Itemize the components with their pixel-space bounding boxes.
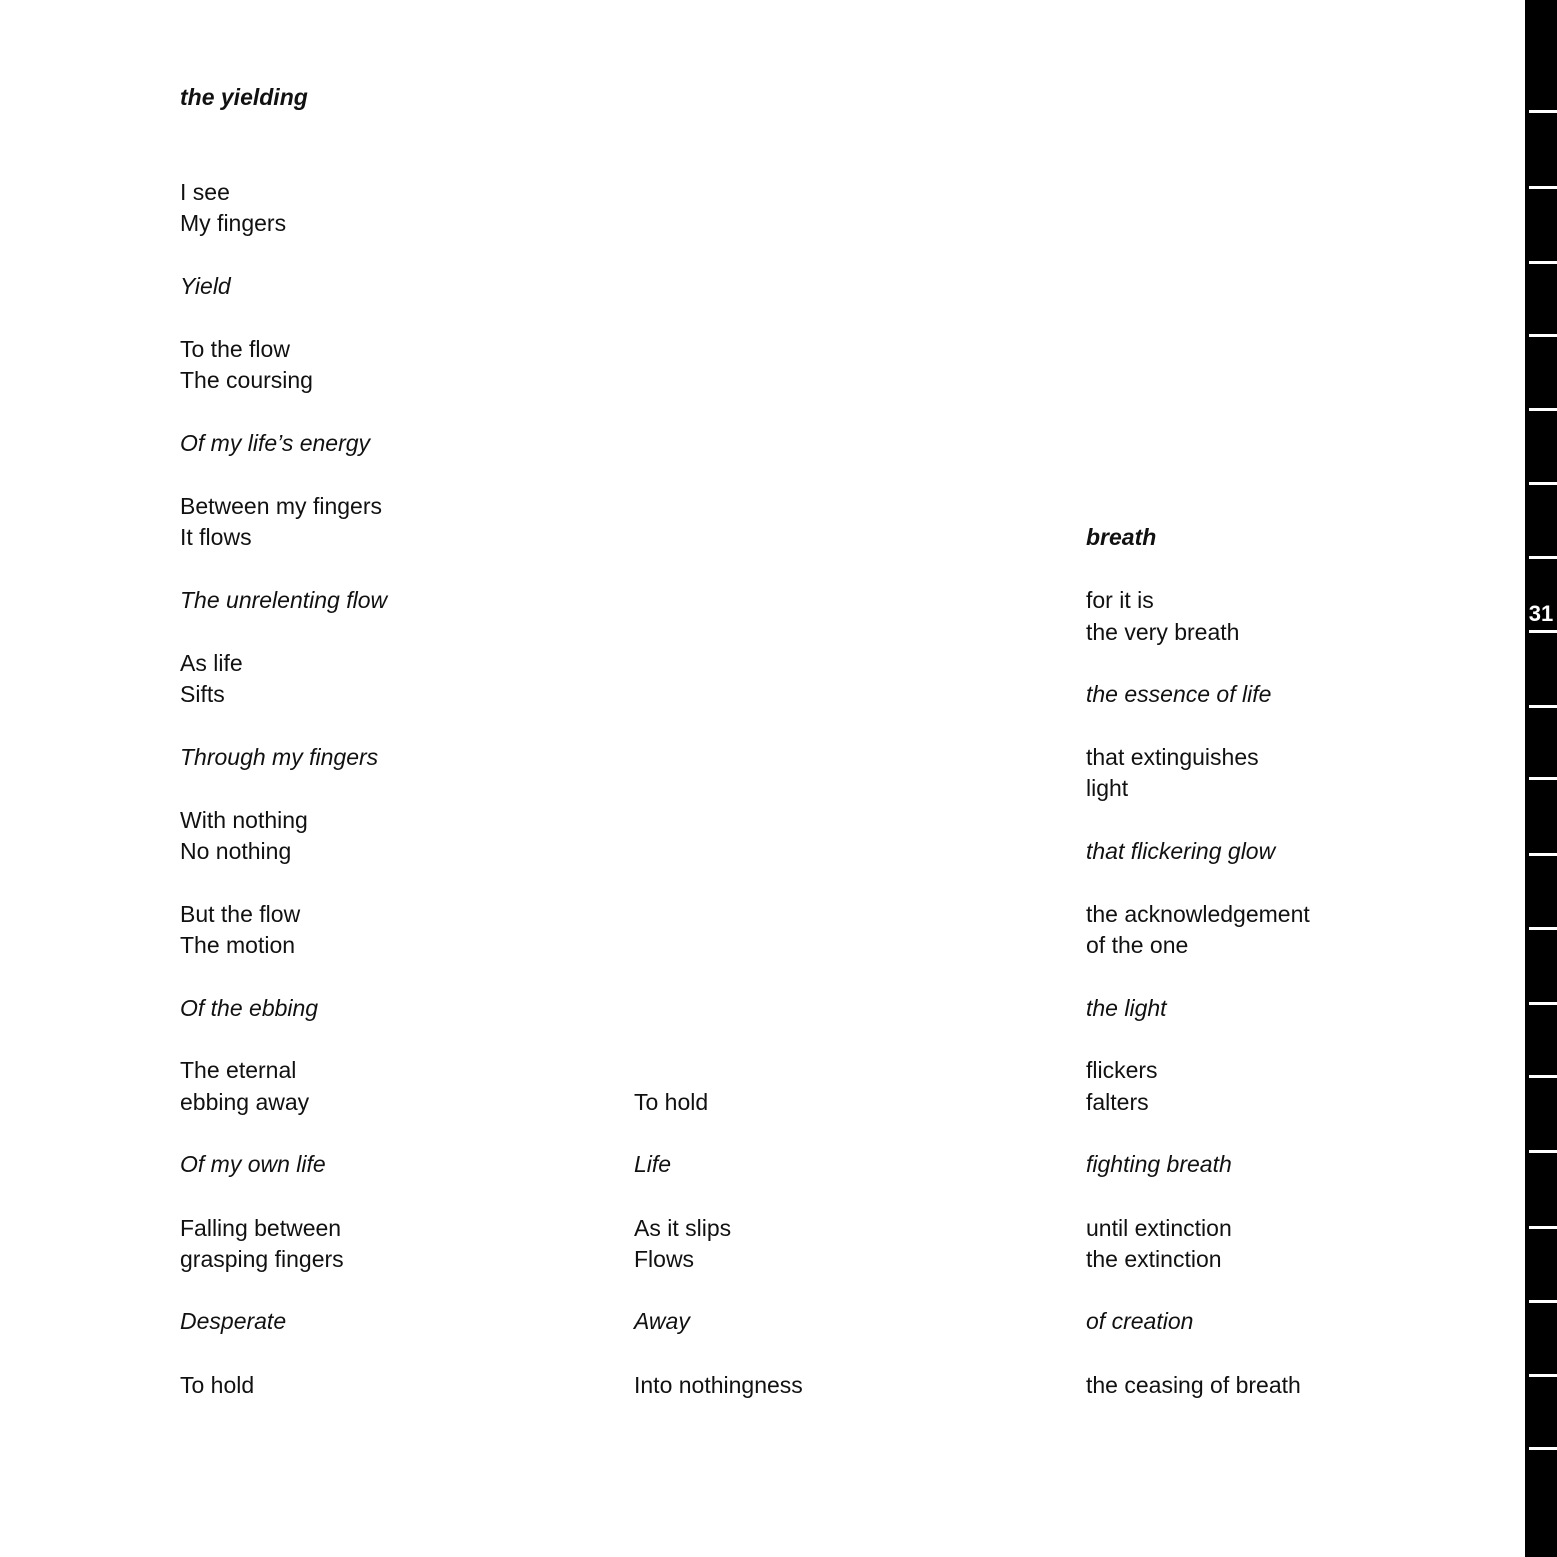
edge-tick: [1529, 186, 1557, 189]
edge-tick: [1529, 261, 1557, 264]
edge-tick: [1529, 408, 1557, 411]
poem-line: I see: [180, 179, 230, 205]
poem-line: To the flow: [180, 336, 290, 362]
poem-line: As life: [180, 650, 243, 676]
poem-line: fighting breath: [1086, 1151, 1232, 1177]
poem-line: the extinction: [1086, 1246, 1222, 1272]
poem-line: the essence of life: [1086, 681, 1272, 707]
poem-line: To hold: [634, 1089, 709, 1115]
poem-line: Flows: [634, 1246, 695, 1272]
poem-line: flickers: [1086, 1057, 1158, 1083]
poem-line: that flickering glow: [1086, 838, 1276, 864]
poem-line: The coursing: [180, 367, 313, 393]
page-number: 31: [1528, 601, 1554, 626]
poem-line: To hold: [180, 1372, 255, 1398]
poem-line: Between my fingers: [180, 493, 382, 519]
poem-line: My fingers: [180, 210, 287, 236]
poem-line: Desperate: [180, 1308, 287, 1334]
poem-line: Sifts: [180, 681, 225, 707]
edge-tick: [1529, 110, 1557, 113]
edge-tick: [1529, 777, 1557, 780]
poem-line: No nothing: [180, 838, 292, 864]
edge-tick: [1529, 927, 1557, 930]
poem-line: falters: [1086, 1089, 1149, 1115]
poem-line: until extinction: [1086, 1215, 1232, 1241]
poem-line: for it is: [1086, 587, 1154, 613]
poem-line: that extinguishes: [1086, 744, 1259, 770]
edge-tick: [1529, 1374, 1557, 1377]
edge-tick: [1529, 1002, 1557, 1005]
page-number-underline: [1529, 630, 1557, 633]
edge-tick: [1529, 1300, 1557, 1303]
poem-line: the ceasing of breath: [1086, 1372, 1301, 1398]
poem-line: Yield: [180, 273, 231, 299]
poem-line: Falling between: [180, 1215, 342, 1241]
edge-tick: [1529, 1447, 1557, 1450]
poem-line: the very breath: [1086, 619, 1240, 645]
edge-tick: [1529, 1150, 1557, 1153]
poem-line: With nothing: [180, 807, 308, 833]
poem-line: It flows: [180, 524, 252, 550]
edge-tick: [1529, 1226, 1557, 1229]
edge-tick: [1529, 482, 1557, 485]
poem-line: The unrelenting flow: [180, 587, 388, 613]
poem-title-the-yielding: the yielding: [180, 84, 308, 110]
edge-tick: [1529, 853, 1557, 856]
poem-line: Away: [634, 1308, 690, 1334]
poem-line: Of my life’s energy: [180, 430, 371, 456]
edge-tick: [1529, 705, 1557, 708]
page-edge-strip: [1525, 0, 1557, 1557]
poem-title-breath: breath: [1086, 524, 1157, 550]
poem-line: The motion: [180, 932, 296, 958]
poem-line: light: [1086, 775, 1129, 801]
poem-line: Through my fingers: [180, 744, 379, 770]
poem-line: Life: [634, 1151, 672, 1177]
poem-line: ebbing away: [180, 1089, 310, 1115]
poem-line: The eternal: [180, 1057, 297, 1083]
edge-tick: [1529, 334, 1557, 337]
poem-line: the acknowledgement: [1086, 901, 1310, 927]
poem-line: But the flow: [180, 901, 301, 927]
poem-line: Of my own life: [180, 1151, 326, 1177]
poem-line: As it slips: [634, 1215, 732, 1241]
poem-line: Into nothingness: [634, 1372, 803, 1398]
poem-line: the light: [1086, 995, 1167, 1021]
poem-line: Of the ebbing: [180, 995, 319, 1021]
edge-tick: [1529, 1075, 1557, 1078]
poem-line: grasping fingers: [180, 1246, 344, 1272]
poem-line: of creation: [1086, 1308, 1194, 1334]
edge-tick: [1529, 556, 1557, 559]
poem-line: of the one: [1086, 932, 1189, 958]
